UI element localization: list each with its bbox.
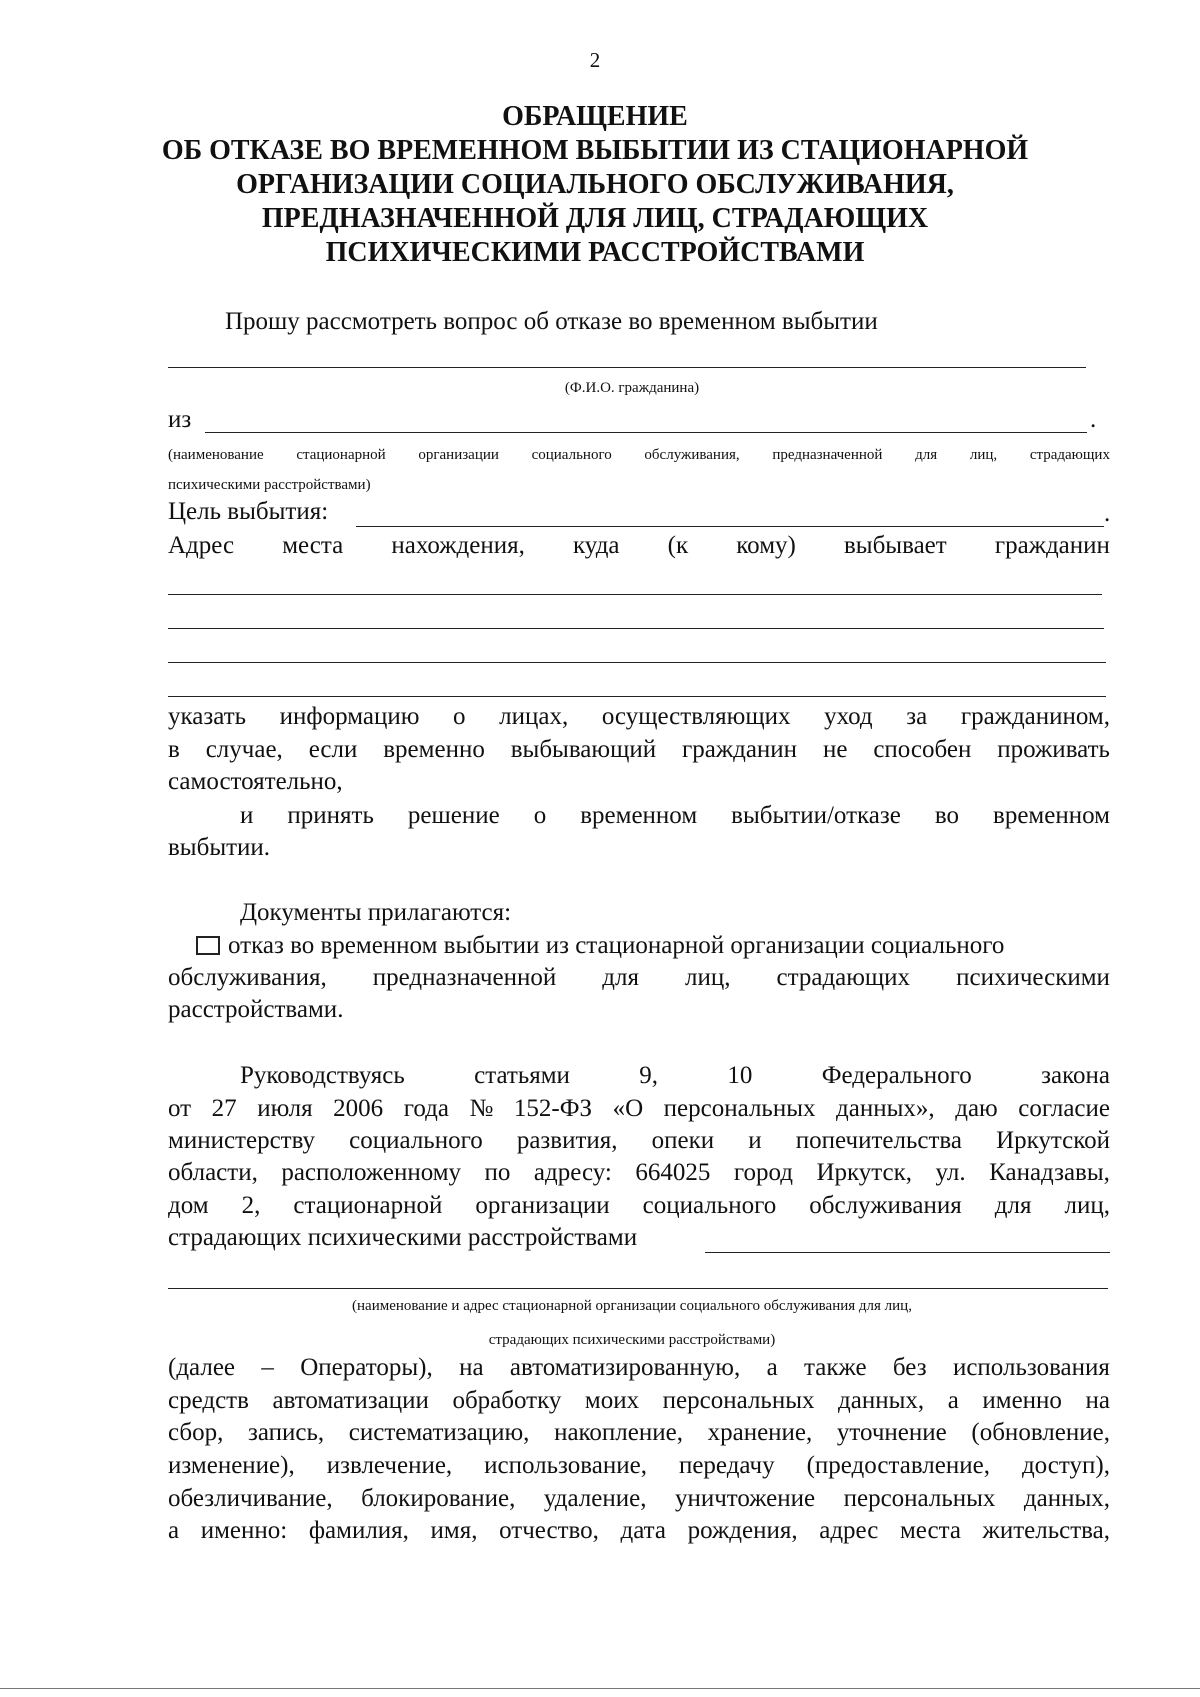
word: отчество, — [499, 1517, 599, 1544]
word: места — [282, 532, 344, 559]
attachment-checkbox[interactable] — [196, 936, 220, 955]
word: передачу — [678, 1452, 775, 1479]
organization-address-blank-line[interactable] — [168, 1288, 1108, 1289]
word: нахождения, — [391, 532, 525, 559]
word: средств — [168, 1387, 249, 1414]
word: страдающих — [776, 964, 911, 991]
address-blank-line[interactable] — [168, 594, 1102, 595]
word: моих — [584, 1387, 640, 1414]
word: 10 — [727, 1062, 753, 1089]
word: опеки — [651, 1127, 715, 1154]
purpose-label: Цель выбытия: — [168, 498, 329, 525]
care-line-1 — [168, 701, 1110, 732]
word: социального — [642, 1192, 777, 1219]
word: министерству — [168, 1127, 316, 1154]
word: для — [915, 447, 938, 463]
word: персональных — [843, 1485, 996, 1512]
address-blank-line[interactable] — [168, 662, 1106, 663]
consent-caption-1: (наименование и адрес стационарной организации социального обслуживания для лиц, — [352, 1298, 912, 1314]
word: года — [403, 1095, 449, 1122]
word: согласие — [1018, 1095, 1110, 1122]
word: даю — [955, 1095, 998, 1122]
word: адресу: — [533, 1159, 612, 1186]
word: систематизацию, — [348, 1419, 530, 1446]
consent-line-4 — [168, 1157, 1110, 1188]
word: (далее — [168, 1354, 236, 1381]
word: временном — [993, 802, 1110, 829]
word: автоматизированную, — [509, 1354, 741, 1381]
word: 2, — [241, 1192, 261, 1219]
word: обслуживания, — [168, 964, 327, 991]
title-line: ОБРАЩЕНИЕ — [502, 101, 688, 132]
word: решение — [407, 802, 500, 829]
word: обслуживания, — [644, 447, 740, 463]
word: именно: — [200, 1517, 288, 1544]
word: 152-ФЗ — [513, 1095, 593, 1122]
consent-line-7 — [168, 1352, 1110, 1383]
word: персональных — [662, 1387, 815, 1414]
word: адрес — [819, 1517, 879, 1544]
word: области, — [168, 1159, 258, 1186]
page-number: 2 — [589, 48, 601, 72]
word: выбытии/отказе — [731, 802, 901, 829]
word: социального — [349, 1127, 483, 1154]
consent-line-12 — [168, 1515, 1110, 1546]
word: на — [1085, 1387, 1110, 1414]
fio-caption: (Ф.И.О. гражданина) — [564, 380, 700, 396]
word: извлечение, — [326, 1452, 453, 1479]
word: накопление, — [554, 1419, 683, 1446]
word: 664025 — [635, 1159, 711, 1186]
documents-item-text: отказ во временном выбытии из стационарной организации социального — [228, 932, 1005, 959]
word: а — [168, 1517, 180, 1544]
title-line: ПСИХИЧЕСКИМИ РАССТРОЙСТВАМИ — [325, 237, 865, 268]
word: от — [168, 1095, 192, 1122]
word: использование, — [484, 1452, 647, 1479]
word: 2006 — [333, 1095, 384, 1122]
word: рождения, — [687, 1517, 798, 1544]
word: (наименование — [168, 447, 264, 463]
word: Федерального — [821, 1062, 972, 1089]
word: временно — [383, 736, 485, 763]
word: запись, — [248, 1419, 325, 1446]
address-blank-line[interactable] — [168, 696, 1106, 697]
consent-caption-2: страдающих психическими расстройствами) — [488, 1332, 776, 1348]
word: гражданин — [994, 532, 1110, 559]
word: развития, — [516, 1127, 618, 1154]
word: лиц, — [685, 964, 731, 991]
word: для — [602, 964, 639, 991]
word: и — [240, 802, 254, 829]
word: уточнение — [836, 1419, 947, 1446]
scan-edge-line — [0, 1688, 1200, 1689]
period-mark: . — [1090, 406, 1097, 433]
word: дата — [620, 1517, 667, 1544]
consent-line-8 — [168, 1385, 1110, 1416]
word: Операторы), — [300, 1354, 433, 1381]
word: а — [766, 1354, 778, 1381]
org-caption-line-2: психическими расстройствами) — [168, 477, 371, 493]
word: Руководствуясь — [240, 1062, 405, 1089]
word: изменение), — [168, 1452, 295, 1479]
word: Иркутск, — [816, 1159, 913, 1186]
word: не — [822, 736, 848, 763]
word: доступ), — [1021, 1452, 1110, 1479]
word: дом — [168, 1192, 209, 1219]
word: удаление, — [543, 1485, 647, 1512]
word: Канадзавы, — [989, 1159, 1110, 1186]
word: принять — [287, 802, 374, 829]
word: организации — [475, 1192, 610, 1219]
documents-item-line-3: расстройствами. — [168, 996, 344, 1023]
org-caption-line-1 — [168, 447, 1110, 464]
word: места — [899, 1517, 961, 1544]
word: осуществляющих — [601, 703, 791, 730]
organization-name-blank-line[interactable] — [705, 1252, 1110, 1253]
word: Иркутской — [996, 1127, 1110, 1154]
word: имя, — [430, 1517, 478, 1544]
word: уход — [824, 703, 873, 730]
word: о — [533, 802, 547, 829]
word: «О — [612, 1095, 644, 1122]
word: за — [906, 703, 928, 730]
document-title — [130, 100, 1060, 270]
word: данных», — [836, 1095, 935, 1122]
word: на — [459, 1354, 484, 1381]
word: июля — [257, 1095, 313, 1122]
word: указать — [168, 703, 247, 730]
word: кому) — [736, 532, 796, 559]
decision-line-1 — [240, 800, 1110, 831]
word: психическими — [956, 964, 1110, 991]
word: обслуживания — [809, 1192, 962, 1219]
consent-line-2 — [168, 1093, 1110, 1124]
word: именно — [982, 1387, 1062, 1414]
word: (предоставление, — [806, 1452, 990, 1479]
word: данных, — [1023, 1485, 1110, 1512]
word: использования — [952, 1354, 1110, 1381]
word: попечительства — [795, 1127, 962, 1154]
period-mark: . — [1104, 500, 1111, 527]
word: временном — [580, 802, 698, 829]
consent-line-11 — [168, 1483, 1110, 1514]
word: гражданином, — [960, 703, 1110, 730]
word: также — [804, 1354, 867, 1381]
word: гражданин — [681, 736, 798, 763]
word: стационарной — [296, 447, 386, 463]
word: куда — [572, 532, 620, 559]
fio-blank-line[interactable] — [168, 367, 1086, 368]
word: обработку — [452, 1387, 562, 1414]
care-line-2 — [168, 734, 1110, 765]
word: социального — [531, 447, 612, 463]
word: статьями — [474, 1062, 570, 1089]
word: хранение, — [707, 1419, 813, 1446]
word: проживать — [997, 736, 1110, 763]
word: в — [168, 736, 180, 763]
word: (обновление, — [971, 1419, 1110, 1446]
word: жительства, — [982, 1517, 1110, 1544]
title-line: ОБ ОТКАЗЕ ВО ВРЕМЕННОМ ВЫБЫТИИ ИЗ СТАЦИОНАРНОЙ — [161, 135, 1029, 166]
word: лиц, — [969, 447, 998, 463]
title-line: ОРГАНИЗАЦИИ СОЦИАЛЬНОГО ОБСЛУЖИВАНИЯ, — [236, 169, 954, 200]
word: закона — [1041, 1062, 1110, 1089]
word: расположенному — [281, 1159, 462, 1186]
purpose-blank-line[interactable] — [356, 526, 1104, 527]
consent-line-3 — [168, 1125, 1110, 1156]
documents-heading: Документы прилагаются: — [240, 899, 512, 926]
word: информацию — [279, 703, 420, 730]
word: лицах, — [499, 703, 569, 730]
documents-item-line-1 — [196, 930, 1004, 961]
word: обезличивание, — [168, 1485, 333, 1512]
decision-line-2: выбытии. — [168, 834, 271, 861]
address-blank-line[interactable] — [168, 628, 1104, 629]
care-line-3: самостоятельно, — [168, 768, 343, 795]
word: случае, — [205, 736, 283, 763]
word: во — [934, 802, 959, 829]
word: стационарной — [293, 1192, 443, 1219]
word: 9, — [639, 1062, 659, 1089]
word: о — [453, 703, 466, 730]
word: фамилия, — [308, 1517, 409, 1544]
word: организации — [418, 447, 499, 463]
word: страдающих — [1029, 447, 1110, 463]
word: сбор, — [168, 1419, 224, 1446]
word: персональных — [663, 1095, 816, 1122]
word: предназначенной — [372, 964, 557, 991]
word: а — [947, 1387, 959, 1414]
word: № — [469, 1095, 494, 1122]
consent-line-1 — [240, 1060, 1110, 1091]
address-line — [168, 530, 1110, 561]
consent-line-10 — [168, 1450, 1110, 1481]
word: лиц, — [1064, 1192, 1110, 1219]
word: способен — [873, 736, 972, 763]
word: 27 — [211, 1095, 237, 1122]
word: – — [261, 1354, 274, 1381]
consent-line-6: страдающих психическими расстройствами — [168, 1224, 638, 1251]
word: данных, — [838, 1387, 925, 1414]
word: по — [484, 1159, 511, 1186]
word: уничтожение — [674, 1485, 816, 1512]
word: автоматизации — [272, 1387, 429, 1414]
word: выбывает — [843, 532, 947, 559]
word: для — [994, 1192, 1032, 1219]
word: без — [892, 1354, 927, 1381]
organization-blank-line[interactable] — [205, 432, 1087, 433]
word: ул. — [935, 1159, 966, 1186]
word: выбывающий — [510, 736, 657, 763]
consent-line-5 — [168, 1190, 1110, 1221]
word: и — [748, 1127, 762, 1154]
word: Адрес — [168, 532, 235, 559]
title-line: ПРЕДНАЗНАЧЕННОЙ ДЛЯ ЛИЦ, СТРАДАЮЩИХ — [261, 203, 929, 234]
documents-item-line-2 — [168, 962, 1110, 993]
word: предназначенной — [772, 447, 883, 463]
word: (к — [667, 532, 689, 559]
consent-line-9 — [168, 1417, 1110, 1448]
word: если — [308, 736, 358, 763]
word: город — [733, 1159, 793, 1186]
request-intro: Прошу рассмотреть вопрос об отказе во временном выбытии — [225, 308, 878, 335]
word: блокирование, — [361, 1485, 516, 1512]
from-label: из — [168, 406, 192, 433]
